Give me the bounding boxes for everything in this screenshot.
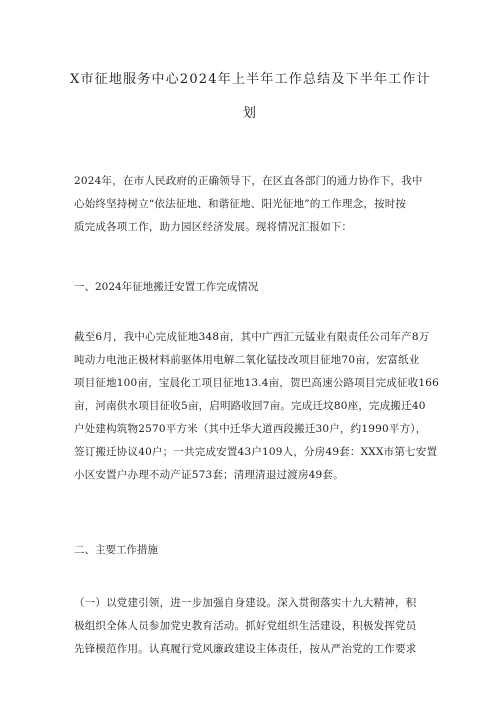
intro-paragraph (74, 170, 430, 239)
section-1-line: 户处建构筑物2570平方米（其中迁华大道西段搬迁30户，约1990平方）， (74, 423, 427, 435)
section-1-paragraph (74, 326, 440, 487)
section-1-line: 项目征地100亩，宝晨化工项目征地13.4亩，贺巴高速公路项目完成征收166 (74, 377, 440, 389)
section-1-line: 签订搬迁协议40户；一共完成安置43户109人，分房49套：XXX市第七安置 (74, 446, 438, 458)
section-2-line: 极组织全体人员参加党史教育活动。抓好党组织生活建设，积极发挥党员 (74, 620, 417, 632)
section-1-line: 截至6月，我中心完成征地348亩，其中广西汇元锰业有限责任公司年产8万 (74, 331, 430, 343)
section-1-line: 小区安置户办理不动产证573套；清理清退过渡房49套。 (74, 469, 344, 481)
intro-line: 2024年，在市人民政府的正确领导下，在区直各部门的通力协作下，我中 (74, 175, 423, 187)
section-2-line: （一）以党建引领，进一步加强自身建设。深入贯彻落实十九大精神，积 (74, 597, 417, 609)
document-title-line-2: 划 (242, 106, 258, 121)
section-1-heading: 一、2024年征地搬迁安置工作完成情况 (74, 281, 259, 293)
intro-line: 心始终坚持树立“依法征地、和谐征地、阳光征地”的工作理念，按时按 (74, 198, 407, 210)
section-1-line: 吨动力电池正极材料前驱体用电解二氧化锰技改项目征地70亩，宏富纸业 (74, 354, 420, 366)
intro-line: 质完成各项工作，助力园区经济发展。现将情况汇报如下： (74, 221, 353, 233)
section-1-line: 亩，河南供水项目征收5亩，启明路收回7亩。完成迁坟80座，完成搬迁40 (74, 400, 426, 412)
section-2-line: 先锋模范作用。认真履行党风廉政建设主体责任，按从严治党的工作要求 (74, 643, 417, 655)
section-2-heading: 二、主要工作措施 (74, 544, 158, 556)
document-title-line-1: X市征地服务中心2024年上半年工作总结及下半年工作计 (70, 72, 431, 87)
section-2-paragraph (74, 592, 430, 661)
